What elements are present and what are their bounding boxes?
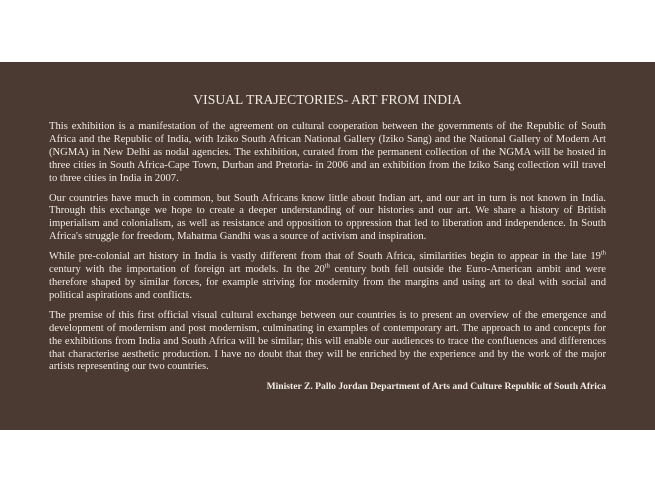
text-panel xyxy=(0,62,655,430)
paragraph-agreement: This exhibition is a manifestation of the agreement on cultural cooperation between the governments of the Republic of South Africa and the Republic of India, with Iziko South African National Gallery (Iziko Sang) and the National Gallery of Modern Art (NGMA) in New Delhi as nodal agencies. The exhibition, curated from the permanent collection of the NGMA will be hosted in three cities in South Africa-Cape Town, Durban and Pretoria- in 2006 and an exhibition from the Iziko Sang collection will travel to three cities in India in 2007. xyxy=(49,121,606,184)
paragraph-premise: The premise of this first official visual cultural exchange between our countries is to present an overview of the emergence and development of modernism and post modernism, culminating in examples of contemporary art. The approach to and concepts for the exhibitions from India and South Africa will be similar; this will enable our audiences to trace the confluences and differences that characterise aesthetic production. I have no doubt that they will be enriched by the experience and by the work of the major artists representing our two countries. xyxy=(49,309,606,373)
paragraph-art-history xyxy=(49,251,606,303)
exhibition-title: VISUAL TRAJECTORIES- ART FROM INDIA xyxy=(193,92,462,107)
ordinal-suffix-19th: th xyxy=(600,249,606,257)
paragraph-common-history: Our countries have much in common, but South Africans know little about Indian art, and our art in turn is not known in India. Through this exchange we hope to create a deeper understanding of our histories and our art. We share a history of British imperialism and colonialism, as well as resistance and opposition to oppression that led to liberation and independence. In South Africa's struggle for freedom, Mahatma Gandhi was a source of activism and inspiration. xyxy=(49,192,606,243)
ordinal-suffix-20th: th xyxy=(324,262,330,270)
paragraph-art-history-part-2: century with the importation of foreign art models. In the 20 xyxy=(49,264,325,276)
paragraph-art-history-part-1: While pre-colonial art history in India is vastly different from that of South Africa, similarities begin to appear in the late 19 xyxy=(49,251,601,263)
paragraph-art-history-part-3: century both fell outside the Euro-American ambit and were therefore shaped by similar forces, for example striving for modernity from the margins and using art to deal with social and political aspirations and conflicts. xyxy=(49,264,606,301)
minister-signature-line: Minister Z. Pallo Jordan Department of Arts and Culture Republic of South Africa xyxy=(266,381,606,393)
